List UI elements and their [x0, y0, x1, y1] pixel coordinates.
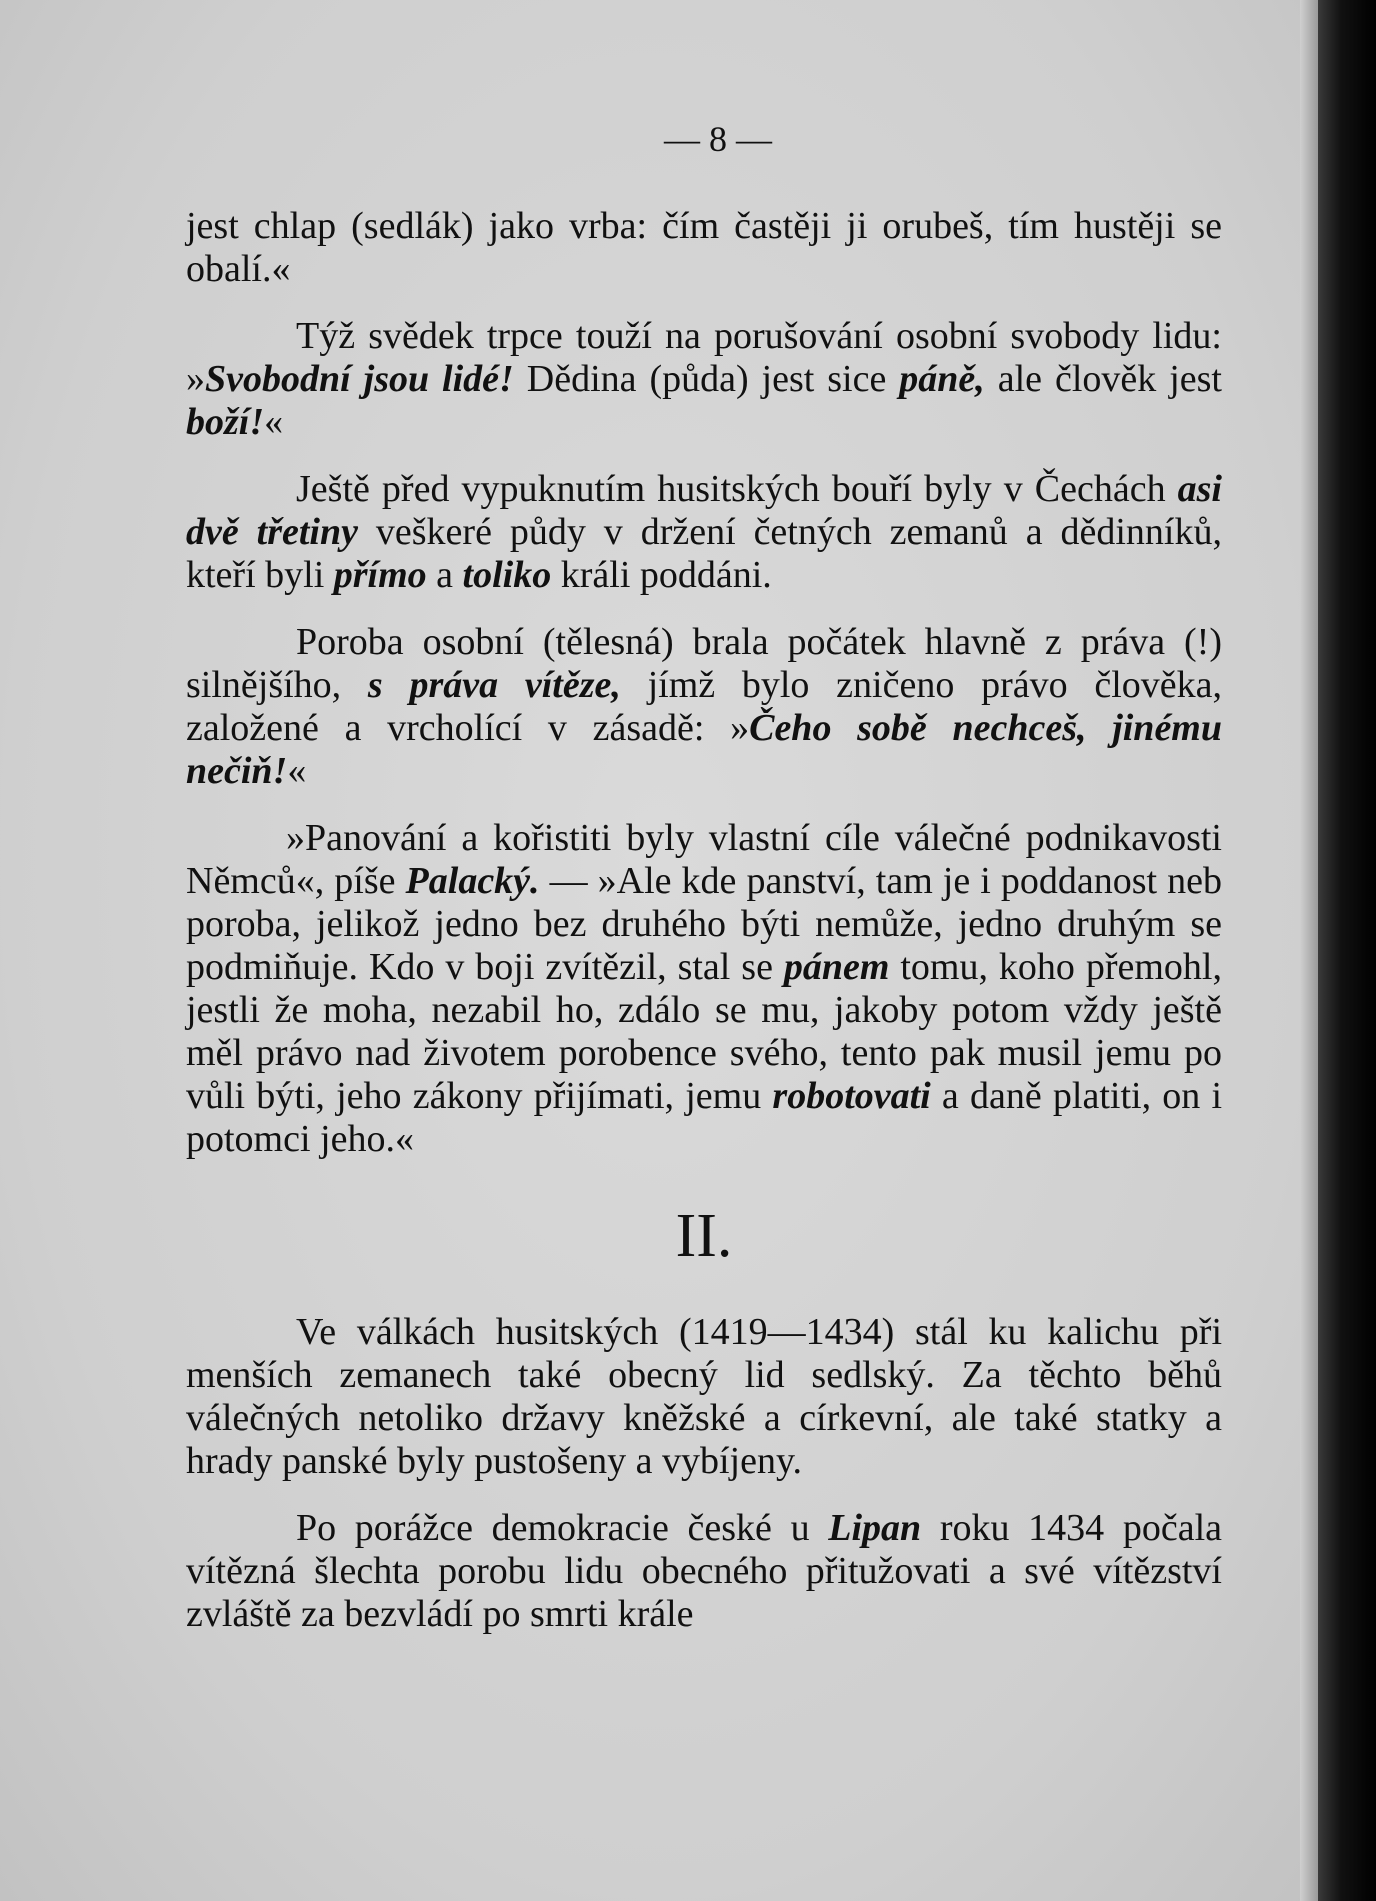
paragraph-5-emphasis-b: pánem [783, 946, 890, 988]
paragraph-3-text-c: a [426, 554, 463, 596]
paragraph-4-text-a: Poroba osobní (tělesná) brala počátek hlavně z práva (!) silnějšího, [186, 621, 1222, 706]
body-text [186, 205, 1222, 1660]
paragraph-5-text-a: »Panování a kořistiti byly vlastní cíle válečné podnikavosti Němců«, píše [186, 817, 1222, 902]
paragraph-2-emphasis-c: boží! [186, 401, 265, 443]
paragraph-3-emphasis-b: přímo [333, 554, 427, 596]
section-heading: II. [675, 1202, 733, 1270]
paragraph-3-emphasis-c: toliko [462, 554, 552, 596]
paragraph-4 [186, 621, 1222, 793]
page-edge-shadow [1300, 0, 1318, 1901]
scan-border [1318, 0, 1376, 1901]
paragraph-4-text-b: jímž bylo zničeno právo člověka, založené a vrcholící v zásadě: » [186, 664, 1222, 749]
paragraph-4-emphasis-a: s práva vítěze, [367, 664, 621, 706]
paragraph-3-emphasis-a: asi dvě třetiny [186, 468, 1222, 553]
paragraph-5-emphasis-c: robotovati [772, 1075, 931, 1117]
page-number: — 8 — [664, 119, 772, 159]
paragraph-1 [186, 205, 1222, 291]
paragraph-6 [186, 1311, 1222, 1483]
paragraph-3 [186, 468, 1222, 597]
paragraph-7-emphasis-a: Lipan [828, 1507, 922, 1549]
paragraph-3-text-d: králi poddáni. [551, 554, 772, 596]
paragraph-2-emphasis-b: páně, [899, 358, 985, 400]
paragraph-5-text-b: — »Ale kde panství, tam je i poddanost neb poroba, jelikož jedno bez druhého býti nemůže, jedno druhým se podmiňuje. Kdo v boji zvítězil, stal se [186, 860, 1223, 988]
paragraph-7-text-a: Po porážce demokracie české u [296, 1507, 829, 1549]
paragraph-6-text: Ve válkách husitských (1419—1434) stál ku kalichu při menších zemanech také obecný lid sedlský. Za těchto běhů válečných netoliko državy kněžské a církevní, ale také statky a hrady panské byly pustošeny a vybíjeny. [186, 1311, 1222, 1482]
paragraph-3-text-b: veškeré půdy v držení četných zemanů a dědinníků, kteří byli [186, 511, 1222, 596]
paragraph-4-emphasis-b: Čeho sobě nechceš, jinému nečiň! [186, 707, 1223, 792]
paragraph-2-text-c: ale člověk jest [984, 358, 1222, 400]
paragraph-2-text-a: Týž svědek trpce touží na porušování osobní svobody lidu: » [186, 315, 1222, 400]
paragraph-2 [186, 315, 1222, 444]
paragraph-5-text-c: tomu, koho přemohl, jestli že moha, nezabil ho, zdálo se mu, jakoby potom vždy ještě měl právo nad životem porobence svého, tento pak musil jemu po vůli býti, jeho zákony přijímati, jemu [186, 946, 1222, 1117]
paragraph-3-text-a: Ještě před vypuknutím husitských bouří byly v Čechách [296, 468, 1178, 510]
paragraph-2-emphasis-a: Svobodní jsou lidé! [205, 358, 514, 400]
paragraph-2-text-b: Dědina (půda) jest sice [513, 358, 900, 400]
paragraph-2-text-d: « [264, 401, 284, 443]
paragraph-7-text-b: roku 1434 počala vítězná šlechta porobu lidu obecného přitužovati a své vítězství zvláště za bezvládí po smrti krále [186, 1507, 1223, 1635]
paragraph-1-text: jest chlap (sedlák) jako vrba: čím častěji ji orubeš, tím hustěji se obalí.« [186, 205, 1222, 290]
paragraph-4-text-c: « [287, 750, 307, 792]
paragraph-7 [186, 1507, 1222, 1636]
paragraph-5-text-d: a daně platiti, on i potomci jeho.« [186, 1075, 1223, 1160]
paragraph-5-emphasis-a: Palacký. [405, 860, 540, 902]
paragraph-5 [186, 817, 1222, 1161]
